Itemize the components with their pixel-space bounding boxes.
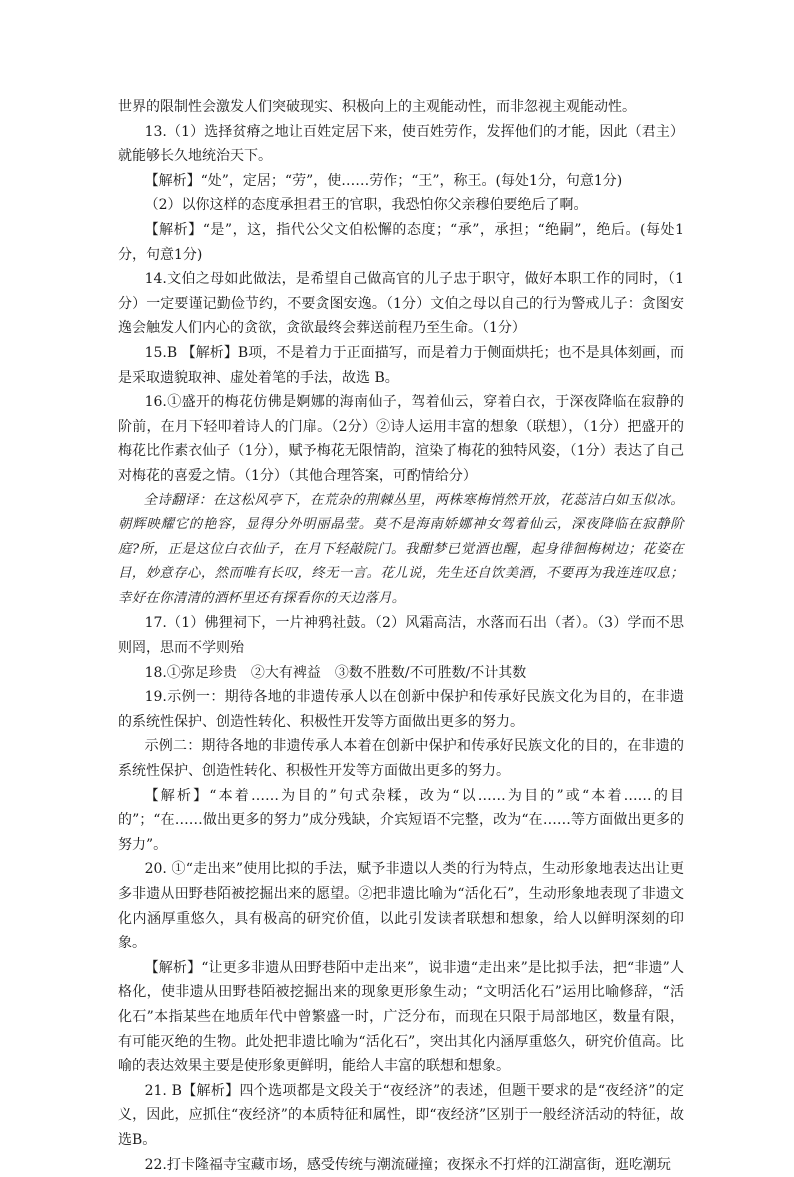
answer-key-content bbox=[118, 95, 684, 1177]
answer-18: 18.①弥足珍贵 ②大有裨益 ③数不胜数/不可胜数/不计其数 bbox=[144, 664, 527, 681]
answer-14: 14.文伯之母如此做法，是希望自己做高官的儿子忠于职守，做好本职工作的同时，（1分）一定要谨记勤俭节约，不要贪图安逸。（1分）文伯之母以自己的行为警戒儿子：贪图安逸会触发人们内心的贪欲，贪欲最终会葬送前程乃至生命。（1分） bbox=[118, 271, 684, 337]
answer-22: 22.打卡隆福寺宝藏市场，感受传统与潮流碰撞；夜探永不打烊的江湖富街，逛吃潮玩 bbox=[144, 1156, 671, 1173]
answer-13-2: （2）以你这样的态度承担君王的官职，我恐怕你父亲穆伯要绝后了啊。 bbox=[144, 197, 588, 214]
answer-17: 17.（1）佛狸祠下，一片神鸦社鼓。（2）风霜高洁，水落而石出（者）。（3）学而不思则罔，思而不学则殆 bbox=[118, 615, 684, 657]
analysis-13-1: 【解析】“处”，定居；“劳”，使……劳作；“王”，称王。(每处1分，句意1分) bbox=[144, 172, 623, 189]
answer-20: 20. ①“走出来”使用比拟的手法，赋予非遗以人类的行为特点，生动形象地表达出让更多非遗从田野巷陌被挖掘出来的愿望。②把非遗比喻为“活化石”，生动形象地表现了非遗文化内涵厚重悠久，具有极高的研究价值，以此引发读者联想和想象，给人以鲜明深刻的印象。 bbox=[118, 861, 684, 952]
analysis-20: 【解析】“让更多非遗从田野巷陌中走出来”，说非遗“走出来”是比拟手法，把“非遗”人格化，使非遗从田野巷陌被挖掘出来的现象更形象生动；“文明活化石”运用比喻修辞，“活化石”本指某些在地质年代中曾繁盛一时，广泛分布，而现在只限于局部地区，数量有限，有可能灭绝的生物。此处把非遗比喻为“活化石”，突出其化内涵厚重悠久，研究价值高。比喻的表达效果主要是使形象更鲜明，能给人丰富的联想和想象。 bbox=[118, 959, 684, 1075]
answer-19-example-2: 示例二：期待各地的非遗传承人本着在创新中保护和传承好民族文化的目的，在非遗的系统性保护、创造性转化、积极性开发等方面做出更多的努力。 bbox=[118, 738, 684, 780]
answer-19-example-1: 19.示例一：期待各地的非遗传承人以在创新中保护和传承好民族文化为目的，在非遗的系统性保护、创造性转化、积极性开发等方面做出更多的努力。 bbox=[118, 689, 684, 730]
answer-21: 21. B【解析】四个选项都是文段关于“夜经济”的表述，但题干要求的是“夜经济”的定义，因此，应抓住“夜经济”的本质特征和属性，即“夜经济”区别于一般经济活动的特征，故选B。 bbox=[118, 1082, 684, 1148]
answer-15: 15.B 【解析】B项，不是着力于正面描写，而是着力于侧面烘托；也不是具体刻画，而是采取遗貌取神、虚处着笔的手法，故选 B。 bbox=[118, 344, 684, 386]
answer-16: 16.①盛开的梅花仿佛是婀娜的海南仙子，驾着仙云，穿着白衣，于深夜降临在寂静的阶前，在月下轻叩着诗人的门扉。（2分）②诗人运用丰富的想象（联想），（1分）把盛开的梅花比作素衣仙子（1分），赋予梅花无限情韵，渲染了梅花的独特风姿，（1分）表达了自己对梅花的喜爱之情。（1分）（其他合理答案，可酌情给分） bbox=[118, 394, 684, 484]
analysis-13-2: 【解析】“是”，这，指代公父文伯松懈的态度；“承”，承担；“绝嗣”，绝后。(每处1分，句意1分) bbox=[118, 221, 684, 263]
poem-translation: 全诗翻译：在这松风亭下，在荒杂的荆棘丛里，两株寒梅悄然开放，花蕊洁白如玉似冰。朝辉映耀它的艳容，显得分外明丽晶莹。莫不是海南娇娜神女驾着仙云，深夜降临在寂静阶庭?所，正是这位白衣仙子，在月下轻敲院门。我酣梦已觉酒也醒，起身徘徊梅树边；花姿在目，妙意存心，然而唯有长叹，终无一言。花儿说，先生还自饮美酒，不要再为我连连叹息；幸好在你清清的酒杯里还有探看你的天边落月。 bbox=[118, 492, 684, 606]
analysis-19: 【解析】“本着……为目的”句式杂糅，改为“以……为目的”或“本着……的目的”；“在……做出更多的努力”成分残缺，介宾短语不完整，改为“在……等方面做出更多的努力”。 bbox=[118, 787, 684, 853]
paragraph-continuation: 世界的限制性会激发人们突破现实、积极向上的主观能动性，而非忽视主观能动性。 bbox=[118, 99, 636, 115]
answer-13-1: 13.（1）选择贫瘠之地让百姓定居下来，使百姓劳作，发挥他们的才能，因此（君主）就能够长久地统治天下。 bbox=[118, 123, 684, 165]
